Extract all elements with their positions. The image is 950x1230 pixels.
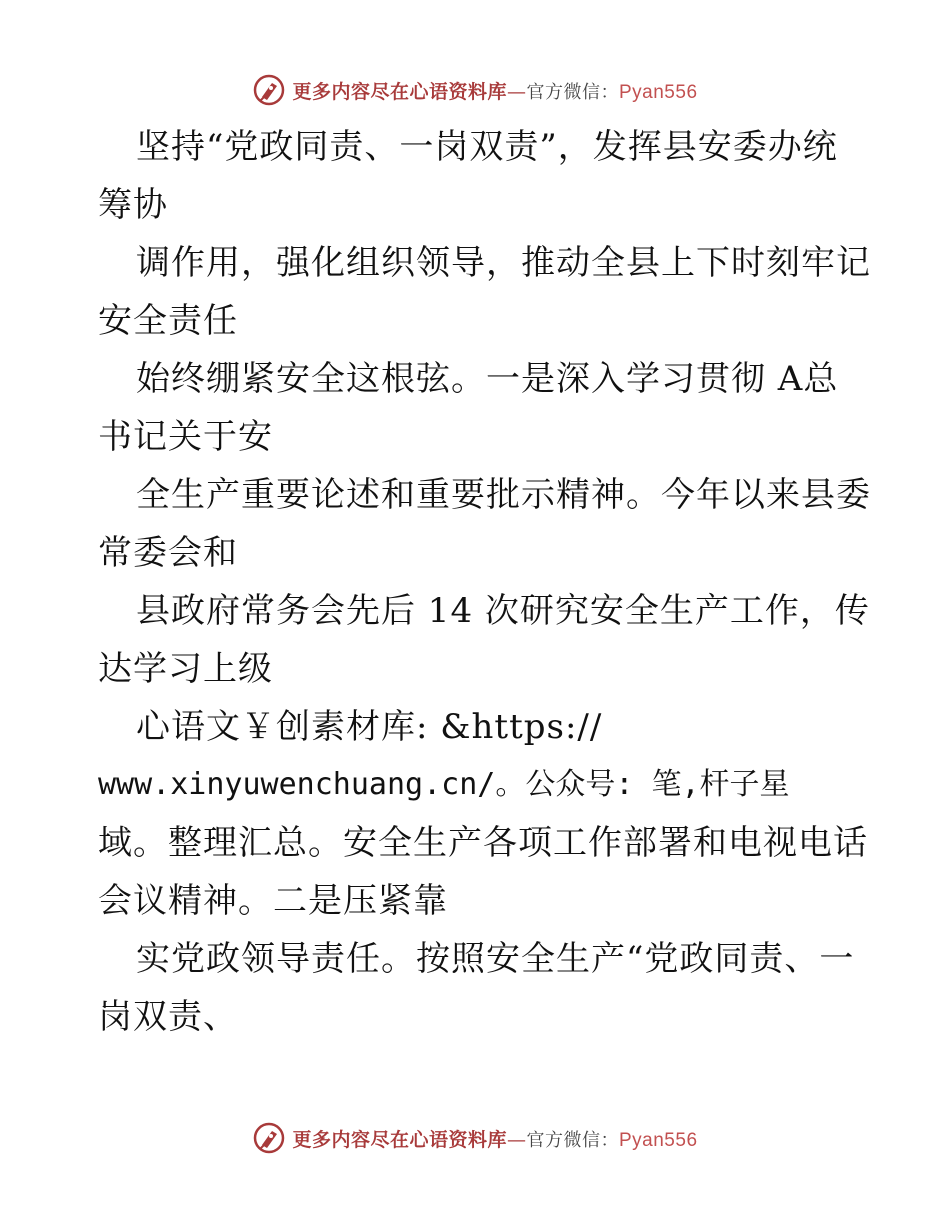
text-line: 书记关于安 — [98, 417, 273, 457]
pen-nib-icon — [252, 1121, 286, 1155]
text-line: 安全责任 — [98, 301, 238, 341]
footer-wechat-label: 官方微信： — [526, 1129, 619, 1151]
pen-nib-icon — [252, 73, 286, 107]
footer-banner-text — [292, 1125, 697, 1152]
text-line: 坚持“党政同责、一岗双责”，发挥县安委办统 — [136, 127, 838, 167]
text-line: 常委会和 — [98, 533, 238, 573]
header-separator: — — [507, 80, 527, 103]
document-body — [98, 118, 871, 1046]
header-banner — [0, 70, 950, 110]
text-line: 会议精神。二是压紧靠 — [98, 881, 448, 921]
footer-brand-text: 更多内容尽在心语资料库 — [292, 1128, 507, 1151]
text-line: 域。整理汇总。安全生产各项工作部署和电视电话 — [98, 823, 868, 863]
text-line: 调作用，强化组织领导，推动全县上下时刻牢记 — [136, 243, 871, 283]
text-line: 心语文￥创素材库: &https:// — [136, 707, 603, 747]
footer-banner — [0, 1118, 950, 1158]
header-wechat-label: 官方微信： — [526, 81, 619, 103]
footer-wechat-handle: Pyan556 — [619, 1129, 698, 1151]
text-line: 达学习上级 — [98, 649, 273, 689]
text-line: 全生产重要论述和重要批示精神。今年以来县委 — [136, 475, 871, 515]
header-banner-text — [292, 77, 697, 104]
text-line: 县政府常务会先后 14 次研究安全生产工作，传 — [136, 591, 870, 631]
footer-separator: — — [507, 1128, 527, 1151]
text-line: 筹协 — [98, 185, 168, 225]
text-line-url: www.xinyuwenchuang.cn/。公众号: 笔,杆子星 — [98, 767, 790, 802]
text-line: 岗双责、 — [98, 997, 238, 1037]
header-wechat-handle: Pyan556 — [619, 81, 698, 103]
text-line: 实党政领导责任。按照安全生产“党政同责、一 — [136, 939, 855, 979]
header-brand-text: 更多内容尽在心语资料库 — [292, 80, 507, 103]
text-line: 始终绷紧安全这根弦。一是深入学习贯彻 A总 — [136, 359, 839, 399]
